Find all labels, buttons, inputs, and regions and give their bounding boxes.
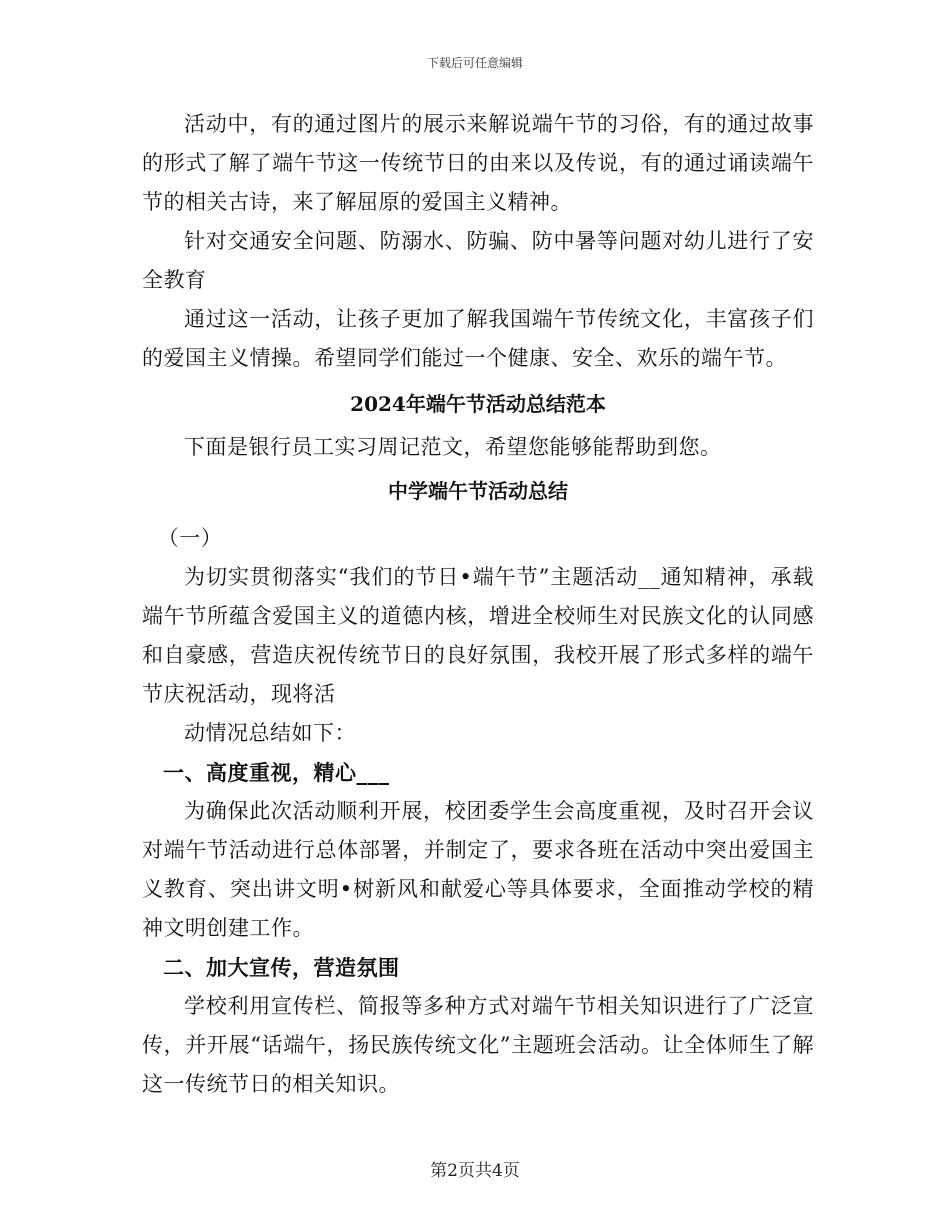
section-2-text: 学校利用宣传栏、简报等多种方式对端午节相关知识进行了广泛宣传，并开展“话端午，扬民族传统文化”主题班会活动。让全体师生了解这一传统节日的相关知识。 [142,994,814,1096]
paragraph: 活动中，有的通过图片的展示来解说端午节的习俗，有的通过故事的形式了解了端午节这一传统节日的由来以及传说，有的通过诵读端午节的相关古诗，来了解屈原的爱国主义精神。 [142,112,814,214]
paragraph: 为切实贯彻落实“我们的节日•端午节”主题活动__通知精神，承载端午节所蕴含爱国主义的道德内核，增进全校师生对民族文化的认同感和自豪感，营造庆祝传统节日的良好氛围，我校开展了形式多样的端午节庆祝活动，现将活 [142,565,814,706]
paragraph: 通过这一活动，让孩子更加了解我国端午节传统文化，丰富孩子们的爱国主义情操。希望同学们能过一个健康、安全、欢乐的端午节。 [142,307,814,370]
paragraph: 针对交通安全问题、防溺水、防骗、防中暑等问题对幼儿进行了安全教育 [142,229,814,292]
document-body [142,105,814,1104]
intro-line: 下面是银行员工实习周记范文，希望您能够能帮助到您。 [184,435,722,459]
section-1-text: 为确保此次活动顺利开展，校团委学生会高度重视，及时召开会议对端午节活动进行总体部署，并制定了，要求各班在活动中突出爱国主义教育、突出讲文明•树新风和献爱心等具体要求，全面推动学校的精神文明创建工作。 [142,799,814,940]
section-title: 中学端午节活动总结 [388,479,568,503]
section-heading-2: 二、加大宣传，营造氛围 [163,955,400,980]
page-header: 下载后可任意编辑 [426,56,523,70]
document-title: 2024年端午节活动总结范本 [350,392,606,416]
part-label: （一） [157,526,223,550]
paragraph: 动情况总结如下： [184,721,356,745]
section-heading-1: 一、高度重视，精心___ [163,760,390,785]
page-number: 第2页共4页 [430,1161,520,1181]
